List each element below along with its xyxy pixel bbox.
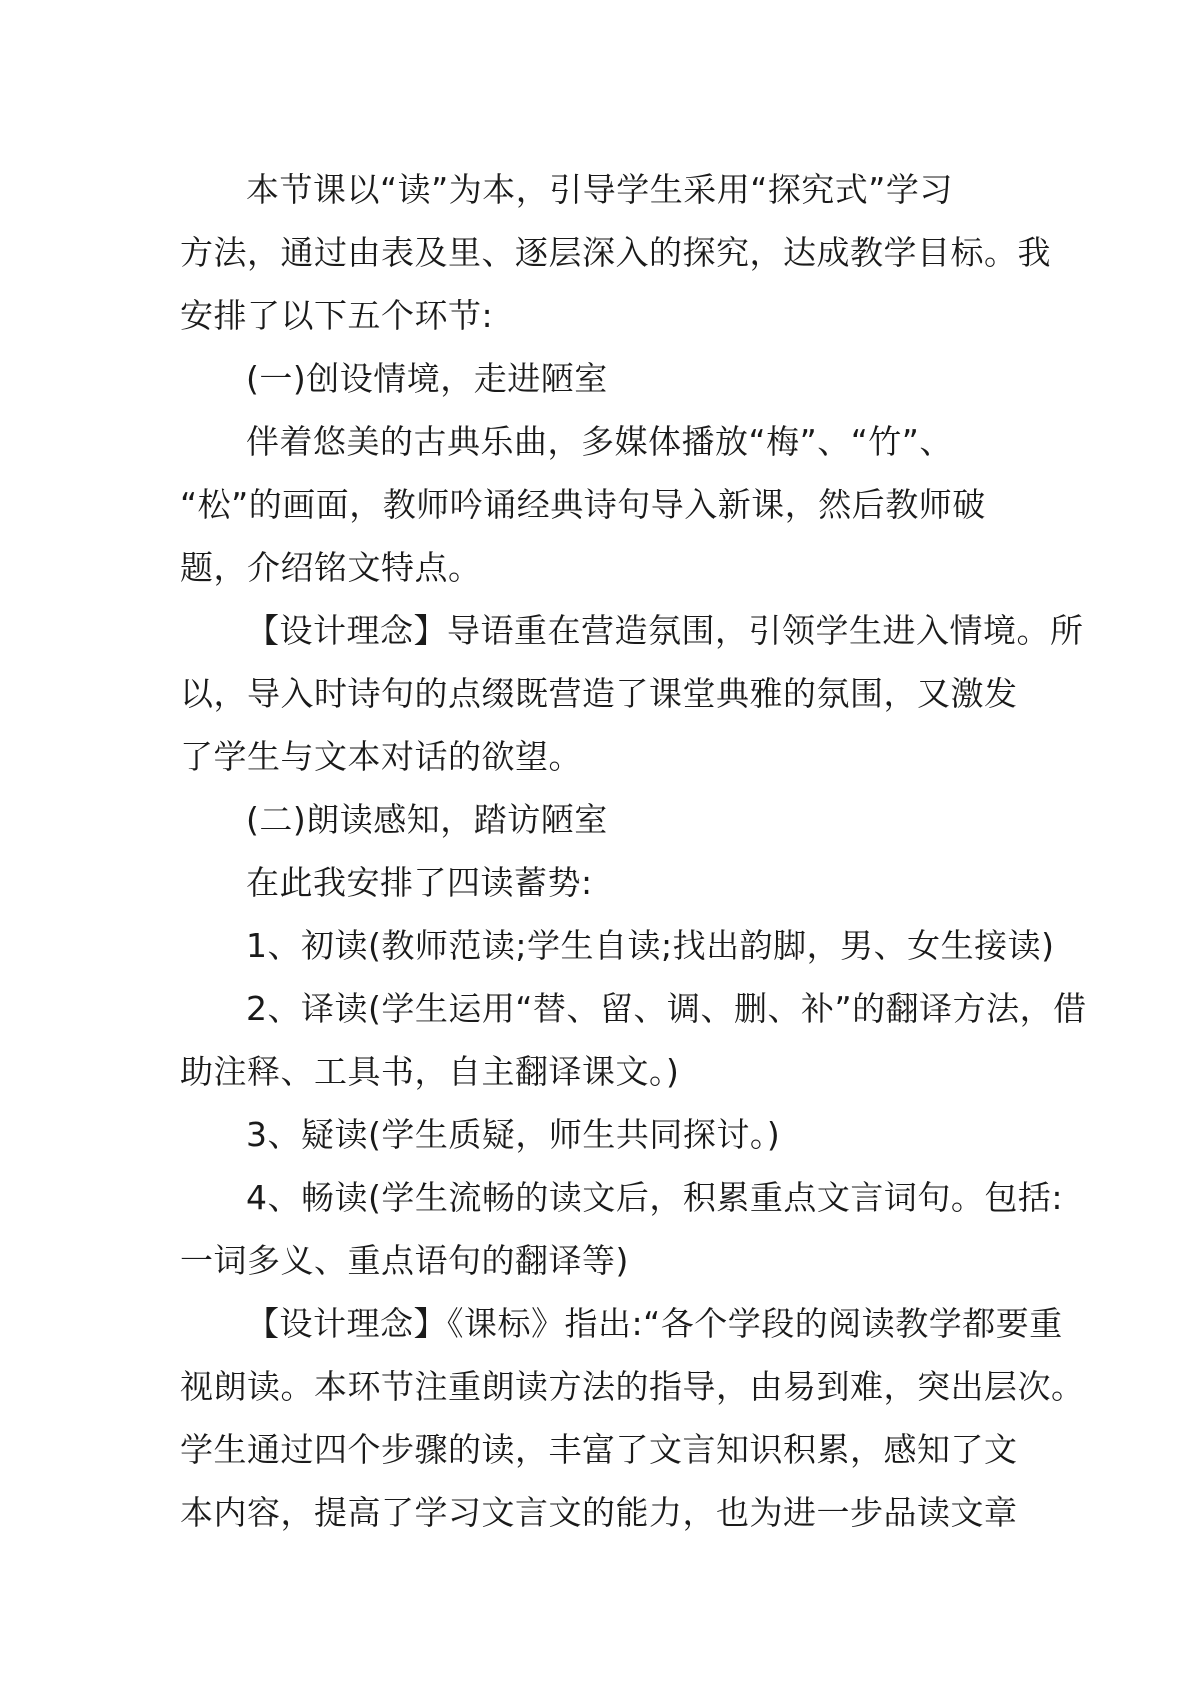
text-line: 视朗读。本环节注重朗读方法的指导，由易到难，突出层次。	[180, 1367, 1085, 1406]
text-line: “松”的画面，教师吟诵经典诗句导入新课，然后教师破	[180, 485, 986, 524]
text-line: 【设计理念】《课标》指出:“各个学段的阅读教学都要重	[246, 1304, 1063, 1343]
text-line: 助注释、工具书，自主翻译课文。)	[180, 1052, 680, 1091]
text-line: 【设计理念】导语重在营造氛围，引领学生进入情境。所	[246, 611, 1084, 650]
text-line: 本节课以“读”为本，引导学生采用“探究式”学习	[246, 170, 953, 209]
text-line: 伴着悠美的古典乐曲，多媒体播放“梅”、“竹”、	[246, 422, 953, 461]
text-line: 在此我安排了四读蓄势:	[246, 863, 593, 902]
text-line: 题，介绍铭文特点。	[180, 548, 482, 587]
text-line: 安排了以下五个环节:	[180, 296, 494, 335]
list-item: 3、疑读(学生质疑，师生共同探讨。)	[246, 1115, 781, 1154]
text-line: 一词多义、重点语句的翻译等)	[180, 1241, 629, 1280]
text-line: 本内容，提高了学习文言文的能力，也为进一步品读文章	[180, 1493, 1018, 1532]
list-item: 1、初读(教师范读;学生自读;找出韵脚，男、女生接读)	[246, 926, 1055, 965]
list-item: 4、畅读(学生流畅的读文后，积累重点文言词句。包括:	[246, 1178, 1063, 1217]
text-line: 了学生与文本对话的欲望。	[180, 737, 582, 776]
text-line: 方法，通过由表及里、逐层深入的探究，达成教学目标。我	[180, 233, 1051, 272]
text-line: 学生通过四个步骤的读，丰富了文言知识积累，感知了文	[180, 1430, 1018, 1469]
list-item: 2、译读(学生运用“替、留、调、删、补”的翻译方法，借	[246, 989, 1087, 1028]
document-body	[180, 158, 1087, 1544]
section-heading: (二)朗读感知，踏访陋室	[246, 800, 608, 839]
section-heading: (一)创设情境，走进陋室	[246, 359, 608, 398]
text-line: 以，导入时诗句的点缀既营造了课堂典雅的氛围，又激发	[180, 674, 1018, 713]
